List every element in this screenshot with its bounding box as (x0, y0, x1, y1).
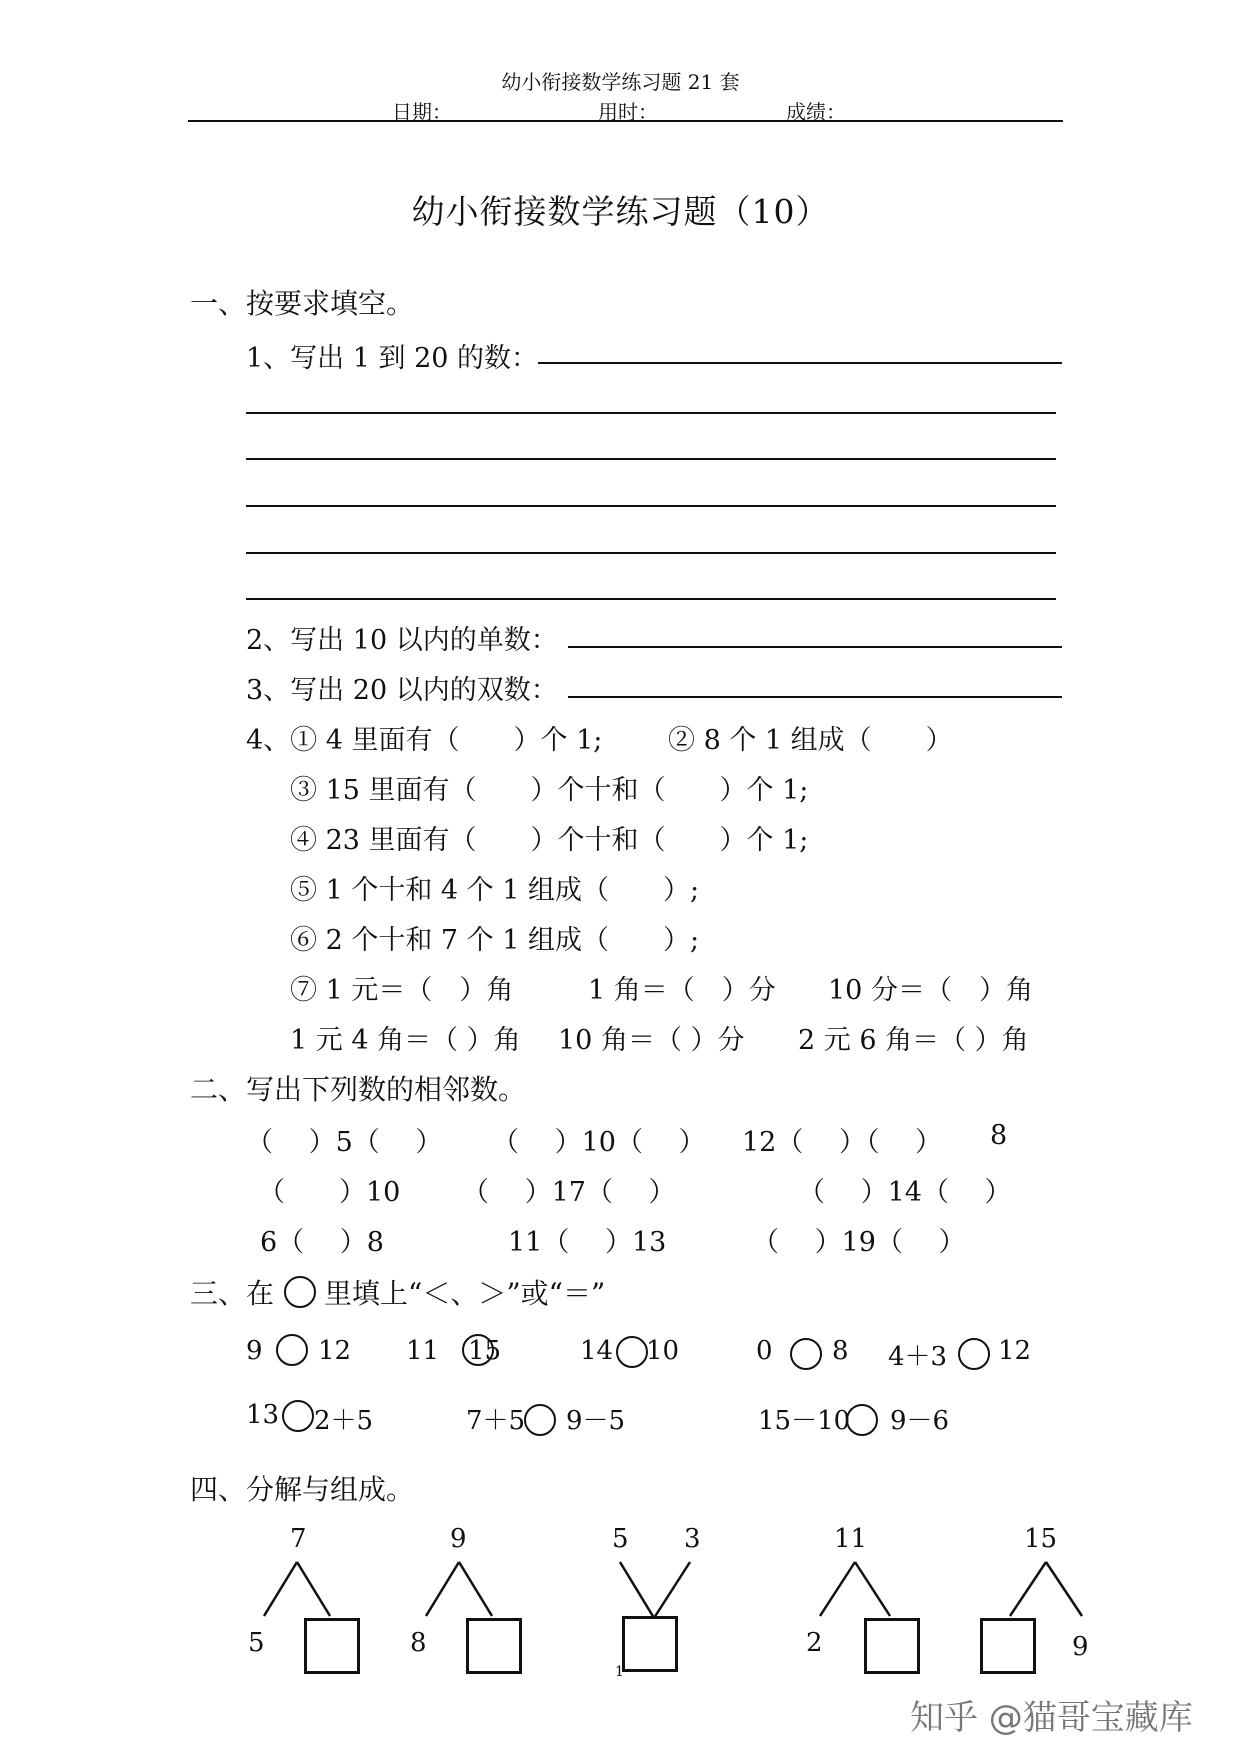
compare-left: 11 (406, 1336, 440, 1366)
neighbor-item: 6（ ）8 (260, 1227, 384, 1258)
compare-right: 12 (318, 1336, 352, 1366)
tree-top-number: 11 (834, 1524, 868, 1554)
tree-top-left-number: 5 (612, 1524, 629, 1554)
compare-circle[interactable] (616, 1336, 648, 1368)
date-label: 日期： (392, 100, 452, 124)
header-title: 幼小衔接数学练习题 21 套 (501, 70, 740, 94)
compare-circle[interactable] (846, 1404, 878, 1436)
compare-right: 9－5 (566, 1406, 626, 1436)
compare-right: 2＋5 (314, 1406, 374, 1436)
q2-answer-line[interactable] (568, 646, 1062, 648)
q4-line4: ⑤ 1 个十和 4 个 1 组成（ ）; (290, 875, 700, 906)
section2-heading: 二、写出下列数的相邻数。 (190, 1073, 527, 1106)
compare-left: 0 (756, 1336, 773, 1366)
neighbor-item: （ ）5（ ） (246, 1127, 443, 1158)
page-number: 1 (615, 1664, 624, 1680)
compare-circle[interactable] (958, 1338, 990, 1370)
tree-right-number: 9 (1072, 1632, 1089, 1662)
tree-branches (1008, 1560, 1084, 1620)
q1-answer-line[interactable] (538, 362, 1062, 364)
time-label: 用时： (598, 100, 658, 124)
tree-branches (424, 1560, 494, 1620)
compare-circle[interactable] (790, 1338, 822, 1370)
compare-circle[interactable] (276, 1334, 308, 1366)
neighbor-item: （ ）10 (258, 1177, 401, 1208)
q1-label: 1、写出 1 到 20 的数： (246, 343, 539, 374)
q4-line5: ⑥ 2 个十和 7 个 1 组成（ ）; (290, 925, 700, 956)
q4-line1-b: ② 8 个 1 组成（ ） (668, 725, 953, 756)
header-rule (188, 120, 1063, 122)
compare-right: 15 (468, 1336, 502, 1366)
answer-line-5[interactable] (246, 598, 1056, 600)
answer-box[interactable] (304, 1618, 360, 1674)
q2-label: 2、写出 10 以内的单数： (246, 625, 558, 656)
answer-line-1[interactable] (246, 412, 1056, 414)
compare-left: 15－10 (758, 1406, 851, 1436)
neighbor-item: （ ）19（ ） (752, 1227, 966, 1258)
tree-left-number: 8 (410, 1628, 427, 1658)
q4-line7-c: 2 元 6 角＝（ ）角 (798, 1025, 1029, 1056)
section4-heading: 四、分解与组成。 (190, 1473, 415, 1506)
compare-left: 13 (246, 1400, 280, 1430)
circle-icon (284, 1276, 316, 1308)
q4-line6-c: 10 分＝（ ）角 (828, 975, 1033, 1006)
tree-top-right-number: 3 (684, 1524, 701, 1554)
tree-branches (618, 1560, 692, 1620)
neighbor-item: 8 (990, 1120, 1008, 1151)
q4-line2: ③ 15 里面有（ ）个十和（ ）个 1; (290, 775, 809, 806)
score-label: 成绩： (786, 100, 846, 124)
compare-circle[interactable] (282, 1400, 314, 1432)
compare-right: 12 (998, 1336, 1032, 1366)
neighbor-item: 11（ ）13 (508, 1227, 667, 1258)
answer-box[interactable] (466, 1618, 522, 1674)
q4-line6-a: ⑦ 1 元＝（ ）角 (290, 975, 514, 1006)
compare-left: 9 (246, 1336, 263, 1366)
tree-top-number: 9 (450, 1524, 467, 1554)
q4-line6-b: 1 角＝（ ）分 (588, 975, 776, 1006)
answer-line-4[interactable] (246, 552, 1056, 554)
q3-answer-line[interactable] (568, 696, 1062, 698)
compare-left: 4＋3 (888, 1342, 948, 1372)
neighbor-item: （ ）14（ ） (798, 1177, 1012, 1208)
tree-left-number: 2 (806, 1628, 823, 1658)
tree-branches (262, 1560, 332, 1620)
compare-right: 8 (832, 1336, 849, 1366)
section3-heading-b: 里填上“＜、＞”或“＝” (324, 1277, 606, 1310)
compare-right: 9－6 (890, 1406, 950, 1436)
answer-box[interactable] (864, 1618, 920, 1674)
neighbor-item: （ ）10（ ） (492, 1127, 706, 1158)
compare-left: 7＋5 (466, 1406, 526, 1436)
answer-box[interactable] (980, 1618, 1036, 1674)
page-title: 幼小衔接数学练习题（10） (411, 192, 830, 231)
compare-left: 14 (580, 1336, 614, 1366)
watermark: 知乎 @猫哥宝藏库 (910, 1698, 1193, 1738)
neighbor-item: 12（ ）（ ） (742, 1127, 943, 1158)
tree-top-number: 7 (290, 1524, 307, 1554)
section3-heading-a: 三、在 (190, 1277, 275, 1310)
q4-line1-a: 4、① 4 里面有（ ）个 1; (246, 725, 603, 756)
tree-branches (818, 1560, 892, 1620)
q4-line7-a: 1 元 4 角＝（ ）角 (290, 1025, 521, 1056)
neighbor-item: （ ）17（ ） (462, 1177, 676, 1208)
section1-heading: 一、按要求填空。 (190, 287, 415, 320)
answer-line-2[interactable] (246, 458, 1056, 460)
answer-box[interactable] (622, 1616, 678, 1672)
compare-right: 10 (646, 1336, 680, 1366)
tree-top-number: 15 (1024, 1524, 1058, 1554)
answer-line-3[interactable] (246, 505, 1056, 507)
compare-circle[interactable] (524, 1404, 556, 1436)
q3-label: 3、写出 20 以内的双数： (246, 675, 558, 706)
q4-line3: ④ 23 里面有（ ）个十和（ ）个 1; (290, 825, 809, 856)
tree-left-number: 5 (248, 1628, 265, 1658)
q4-line7-b: 10 角＝（ ）分 (558, 1025, 745, 1056)
